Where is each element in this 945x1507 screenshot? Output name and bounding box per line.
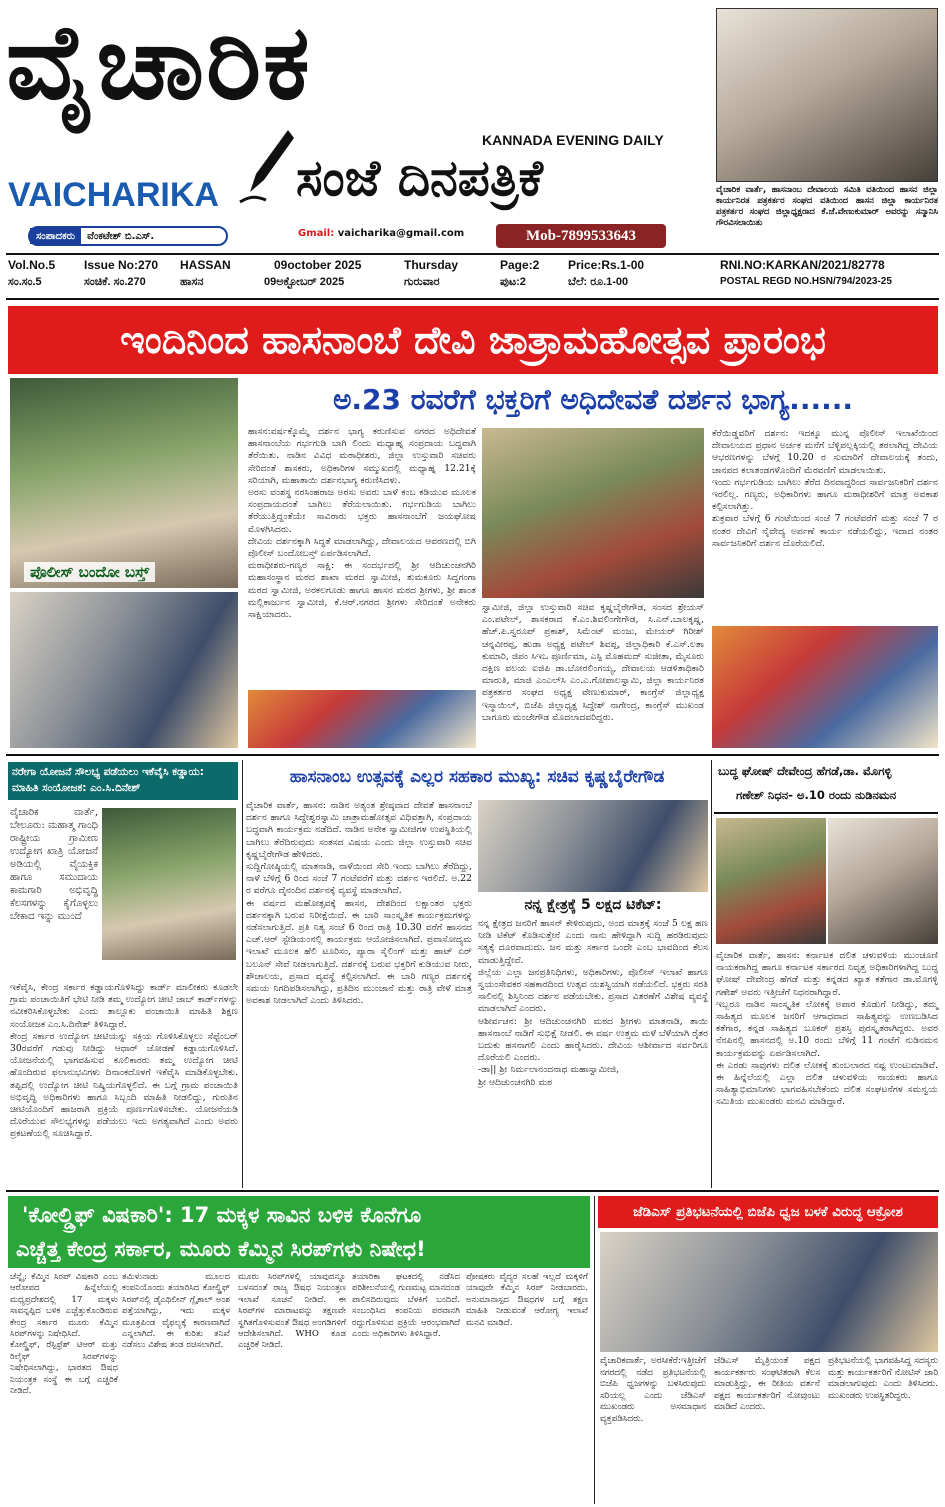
- editor-name: ವೆಂಕಟೇಶ್ ಬಿ.ಎಸ್.: [87, 230, 155, 242]
- lead-banner: [8, 306, 938, 374]
- budha-headline-line1: ಬುದ್ಧ ಘೋಷ್ ದೇವೇಂದ್ರ ಹೆಗಡೆ,ಡಾ. ಮೊಗಳ್ಳಿ: [718, 764, 892, 778]
- mid-divider-1: [242, 760, 243, 1188]
- rni-number: RNI.NO:KARKAN/2021/82778: [720, 258, 885, 272]
- masthead-title-kannada: ವೈಚಾರಿಕ: [6, 1, 312, 123]
- lead-photo-police: [10, 592, 238, 748]
- story2-subhead: ನನ್ನ ಕ್ಷೇತ್ರಕ್ಕೆ 5 ಲಕ್ಷದ ಟಿಕೆಟ್:: [524, 897, 662, 913]
- jds-col2: ಜೆಡಿಎಸ್ ಮೈತ್ರಿಯಂತೆ ಪಕ್ಷದ ಕಾರ್ಯಕರ್ತರು ಸಂಘಟಿತರಾಗಿ ಕೆಲಸ ಮಾಡುತ್ತಿದ್ದು, ಈ ರೀತಿಯ ವರ್ತನೆ ಪಕ್ಷದ ಕಾರ್ಯಕರ್ತರಿಗೆ ನೋವುಂಟು ಮಾಡಿದೆ ಎಂದರು.: [714, 1356, 823, 1413]
- nrega-headline: ನರೇಗಾ ಯೋಜನೆ ಸೌಲಭ್ಯ ಪಡೆಯಲು ಇಕೆವೈಸಿ ಕಡ್ಡಾಯ: ಮಾಹಿತಿ ಸಂಯೋಜಕ: ಎಂ.ಸಿ.ದಿನೇಶ್: [12, 766, 204, 794]
- story2-headline: ಹಾಸನಾಂಬ ಉತ್ಸವಕ್ಕೆ ಎಲ್ಲರ ಸಹಕಾರ ಮುಖ್ಯ: ಸಚಿವ ಕೃಷ್ಣಬೈರೇಗೌಡ: [289, 767, 665, 787]
- gmail-line: [298, 228, 464, 239]
- nrega-headline-box: [8, 762, 238, 800]
- dateline: [8, 258, 938, 296]
- cough-col1: ಚೆನ್ನೈ: ಕೆಮ್ಮಿನ ಸಿರಪ್ ವಿಷಕಾರಿ ಎಂಬ ಆರೋಪದ ಹಿನ್ನೆಲೆಯಲ್ಲಿ ಮಧ್ಯಪ್ರದೇಶದಲ್ಲಿ 17 ಮಕ್ಕಳು ಸಾವನ್ನಪ್ಪಿದ ಬಳಿಕ ಎಚ್ಚೆತ್ತುಕೊಂಡಿರುವ ಕೇಂದ್ರ ಸರ್ಕಾರ ಮೂರು ಕೆಮ್ಮಿನ ಸಿರಪ್‌ಗಳನ್ನು ನಿಷೇಧಿಸಿದೆ. ಕೋಲ್ಡ್ರಿಫ್, ರೆಸ್ಪಿಫ್ರೆಶ್ ಟಿಆರ್ ಮತ್ತು ರಿಲೈಫ್ ಸಿರಪ್‌ಗಳನ್ನು ನಿಷೇಧಿಸಲಾಗಿದ್ದು, ಭಾರತದ ಔಷಧ ನಿಯಂತ್ರಕ ಸಂಸ್ಥೆ ಈ ಬಗ್ಗೆ ಎಚ್ಚರಿಕೆ ನೀಡಿದೆ.: [10, 1272, 118, 1397]
- gmail-label: Gmail:: [298, 228, 335, 239]
- jds-col3: ಪ್ರತಿಭಟನೆಯಲ್ಲಿ ಭಾಗವಹಿಸಿದ್ದ ಸದಸ್ಯರು ಮತ್ತು ಕಾರ್ಯಕರ್ತರಿಗೆ ನೋಟಿಸ್ ಜಾರಿ ಮಾಡಲಾಗುವುದು ಎಂದು ತಿಳಿಸಿದರು. ಮುಖಂಡರು ಉಪಸ್ಥಿತರಿದ್ದರು.: [828, 1356, 941, 1401]
- city-kn: ಹಾಸನ: [180, 276, 204, 288]
- lead-col1: ಹಾಸನ:ವರ್ಷಕ್ಕೊಮ್ಮೆ ದರ್ಶನ ಭಾಗ್ಯ ಕರುಣಿಸುವ ನಗರದ ಅಧಿದೇವತೆ ಹಾಸನಾಂಬೆಯ ಗರ್ಭಗುಡಿ ಬಾಗಿ ಲಿಂದು ಮಧ್ಯಾಹ್ನ ಸಂಪ್ರದಾಯ ಬದ್ಧವಾಗಿ ತೆರೆಯಿತು. ನಾಡಿನ ವಿವಿಧ ಮಠಾಧೀಶರು, ಜಿಲ್ಲಾ ಉಸ್ತುವಾರಿ ಸಚಿವರು ಸೇರಿದಂತೆ ಶಾಸಕರು, ಅಧಿಕಾರಿಗಳ ಸಮ್ಮುಖದಲ್ಲಿ ಮಧ್ಯಾಹ್ನ 12.21ಕ್ಕೆ ಸರಿಯಾಗಿ, ಮಹಾತಾಯಿ ದರ್ಶನಭಾಗ್ಯ ಕರುಣಿಸಿದಳು. ಅರಸು ವಂಶಸ್ಥ ನರಸಿಂಹರಾಜ ಅರಸು ಅವರು ಬಾಳೆ ಕಂಬ ಕಡಿಯುವ ಮೂಲಕ ಸಂಪ್ರದಾಯದಂತೆ ಬಾಗಿಲು ತೆರೆಯಲಾಯಿತು. ಗರ್ಭಗುಡಿಯ ಬಾಗಿಲು ತೆರೆಯುತ್ತಿದ್ದಂತೆಯೇ ಸಾವಿರಾರು ಭಕ್ತರು ಹಾಸನಾಂಬೆಗೆ ಜಯಘೋಷ ಮೊಳಗಿಸಿದರು. ದೇವಿಯ ದರ್ಶನಕ್ಕಾಗಿ ಸಿದ್ಧತೆ ಮಾಡಲಾಗಿದ್ದು, ದೇವಾಲಯದ ಆವರಣದಲ್ಲಿ ಬಿಗಿ ಪೊಲೀಸ್ ಬಂದೋಬಸ್ತ್ ಏರ್ಪಡಿಸಲಾಗಿದೆ. ಮಠಾಧೀಶರು-ಗಣ್ಯರ ಸಾಕ್ಷಿ: ಈ ಸಂದರ್ಭದಲ್ಲಿ ಶ್ರೀ ಆದಿಚುಂಚನಗಿರಿ ಮಹಾಸಂಸ್ಥಾನ ಮಠದ ಶಾಖಾ ಮಠದ ಸ್ವಾಮೀಜಿ, ತುಮಕೂರು ಸಿದ್ದಗಂಗಾ ಮಠದ ಸ್ವಾಮೀಜಿ, ಅರಕಲಗೂಡು ಹಾಗೂ ಹಾಸನ ಮಠದ ಶ್ರೀಗಳು, ಶ್ರೀ ಶಾಂತ ಮಲ್ಲಿಕಾರ್ಜುನ ಸ್ವಾಮೀಜಿ, ಕೆ.ಆರ್.ನಗರದ ಶ್ರೀಗಳು ಸೇರಿದಂತೆ ಅನೇಕರು ಸಾಕ್ಷಿಯಾದರು.: [248, 426, 476, 621]
- masthead-tagline-english: KANNADA EVENING DAILY: [482, 132, 664, 148]
- masthead-title-english: VAICHARIKA: [8, 176, 219, 214]
- price-kn: ಬೆಲೆ: ರೂ.1-00: [568, 276, 629, 288]
- budha-body: ವೈಚಾರಿಕ ವಾರ್ತೆ, ಹಾಸನ: ಕರ್ನಾಟಕ ದಲಿತ ಚಳುವಳಿಯ ಮುಂಚೂಣಿ ನಾಯಕರಾಗಿದ್ದ ಹಾಗೂ ಕರ್ನಾಟಕ ಸರ್ಕಾರದ ನಿವೃತ್ತ ಅಧಿಕಾರಿಗಳಾಗಿದ್ದ ಬುದ್ಧ ಘೋಷ್ ದೇವೇಂದ್ರ ಹೆಗಡೆ ಮತ್ತು ಕನ್ನಡದ ಖ್ಯಾತ ಕತೆಗಾರ ಡಾ.ಮೊಗಳ್ಳಿ ಗಣೇಶ್ ಅವರು ಇತ್ತೀಚೆಗೆ ನಿಧನರಾಗಿದ್ದಾರೆ. ಇಬ್ಬರೂ ನಾಡಿನ ಸಾಂಸ್ಕೃತಿಕ ಲೋಕಕ್ಕೆ ಅಪಾರ ಕೊಡುಗೆ ನೀಡಿದ್ದು, ತಮ್ಮ ಸಾಹಿತ್ಯದ ಮೂಲಕ ಜನರಿಗೆ ಆಗಾಧವಾದ ಸಾಹಿತ್ಯವನ್ನು ಉಣಬಡಿಸಿದ ಕತೆಗಾರ, ಕನ್ನಡ ಸಾಹಿತ್ಯದ ಬೂಕರ್ ಪ್ರಶಸ್ತಿ ಪುರಸ್ಕೃತರಾಗಿದ್ದರು. ಅವರ ನೆನಪಿನಲ್ಲಿ ಹಾಸನದಲ್ಲಿ ಅ.10 ರಂದು ಬೆಳಿಗ್ಗೆ 11 ಗಂಟೆಗೆ ನುಡಿನಮನ ಕಾರ್ಯಕ್ರಮವನ್ನು ಏರ್ಪಡಿಸಲಾಗಿದೆ. ಈ ಎರಡು ಸಾವುಗಳು ದಲಿತ ಲೋಕಕ್ಕೆ ತುಂಬಲಾರದ ನಷ್ಟ ಉಂಟುಮಾಡಿವೆ. ಈ ಹಿನ್ನೆಲೆಯಲ್ಲಿ ಎಲ್ಲಾ ದಲಿತ ಚಳುವಳಿಯ ನಾಯಕರು ಹಾಗೂ ಸಾಹಿತ್ಯಾಭಿಮಾನಿಗಳು ಭಾಗವಹಿಸಬೇಕೆಂದು ದಲಿತ ಸಂಘಟನೆಗಳ ಸಮನ್ವಯ ಸಮಿತಿಯ ಮುಖಂಡರು ಮನವಿ ಮಾಡಿದ್ದಾರೆ.: [716, 950, 938, 1108]
- lead-col2: ಸ್ವಾಮೀಜಿ, ಜಿಲ್ಲಾ ಉಸ್ತುವಾರಿ ಸಚಿವ ಕೃಷ್ಣಬೈರೇಗೌಡ, ಸಂಸದ ಶ್ರೇಯಸ್ ಎಂ.ಪಟೇಲ್, ಶಾಸಕರಾದ ಕೆ.ಎಂ.ಶಿವಲಿಂಗೇಗೌಡ, ಸಿ.ಎನ್.ಬಾಲಕೃಷ್ಣ, ಹೆಚ್.ಪಿ.ಸ್ವರೂಪ್ ಪ್ರಕಾಶ್, ಸಿಮೆಂಟ್ ಮಂಜು, ಮೇಯರ್ ಗಿರೀಶ್ ಚನ್ನವೀರಪ್ಪ, ಹುಡಾ ಅಧ್ಯಕ್ಷ ಪಟೇಲ್ ಶಿವಪ್ಪ, ಜಿಲ್ಲಾಧಿಕಾರಿ ಕೆ.ಎಸ್.ಲತಾ ಕುಮಾರಿ, ಜಿಪಂ ಸಿಇಒ ಪೂರ್ಣಿಮಾ, ಎಸ್ಪಿ ಮೊಹಮದ್ ಸುಜೀತಾ, ಮೈಸೂರು ದಕ್ಷಿಣ ವಲಯ ಐಜಿಪಿ ಡಾ.ಬೋರಲಿಂಗಯ್ಯ, ದೇವಾಲಯ ಆಡಳಿತಾಧಿಕಾರಿ ಮಾರುತಿ, ಮಾಜಿ ಎಂಎಲ್‌ಸಿ ಎಂ.ಎ.ಗೋಪಾಲಸ್ವಾಮಿ, ಜಿಲ್ಲಾ ಕಾರ್ಯನಿರತ ಪತ್ರಕರ್ತರ ಸಂಘದ ಅಧ್ಯಕ್ಷ ವೇಣುಕುಮಾರ್, ಕಾಂಗ್ರೆಸ್ ಜಿಲ್ಲಾಧ್ಯಕ್ಷ ಇಸ್ಮಾಯಿಲ್, ಬಿಜೆಪಿ ಜಿಲ್ಲಾಧ್ಯಕ್ಷ ಸಿದ್ದೇಶ್ ನಾಗೇಂದ್ರ, ಕಾಂಗ್ರೆಸ್ ಮುಖಂಡ ಬಾಗೂರು ಮಂಜೇಗೌಡ ಮೊದಲಾದವರಿದ್ದರು.: [482, 602, 707, 723]
- gmail-address: vaicharika@gmail.com: [337, 228, 465, 239]
- day-kn: ಗುರುವಾರ: [404, 276, 440, 288]
- budha-photo-left: [716, 818, 826, 944]
- lead-photo-ceremony: [10, 378, 238, 588]
- date-en: 09october 2025: [274, 258, 362, 272]
- mobile-badge: [496, 224, 666, 248]
- lead-bottom-rule: [6, 754, 939, 756]
- day-en: Thursday: [404, 258, 459, 272]
- pen-nib-icon: [236, 126, 296, 206]
- page-en: Page:2: [500, 258, 540, 272]
- story2-photo-press: [478, 800, 708, 892]
- cough-col4: ತಯಾರಿಕಾ ಘಟಕದಲ್ಲಿ ನಡೆಸಿದ ಪರಿಶೀಲನೆಯಲ್ಲಿ ಗುಣಮಟ್ಟ ಮಾನದಂಡ ಪಾಲಿಸದಿರುವುದು ಬೆಳಕಿಗೆ ಬಂದಿದೆ. ಸಂಬಂಧಿಸಿದ ಕಂಪನಿಯ ಪರವಾನಗಿ ರದ್ದುಗೊಳಿಸುವ ಪ್ರಕ್ರಿಯೆ ಆರಂಭವಾಗಿದೆ ಎಂದು ಅಧಿಕಾರಿಗಳು ತಿಳಿಸಿದ್ದಾರೆ.: [352, 1272, 463, 1340]
- issue-en: Issue No:270: [84, 258, 159, 272]
- top-right-photo: [716, 8, 938, 182]
- lead-subhead: ಅ.23 ರವರೆಗೆ ಭಕ್ತರಿಗೆ ಅಧಿದೇವತೆ ದರ್ಶನ ಭಾಗ್ಯ......: [332, 383, 854, 416]
- jds-headline-box: [598, 1196, 938, 1228]
- jds-photo-press: [600, 1232, 938, 1352]
- lead-photo-group: [482, 428, 704, 598]
- dateline-top-rule: [6, 253, 939, 255]
- editor-label: ಸಂಪಾದಕರು: [30, 228, 81, 244]
- lead-photo-pooja: [248, 690, 476, 748]
- masthead-tagline-kannada: ಸಂಜೆ ದಿನಪತ್ರಿಕೆ: [296, 149, 543, 207]
- mobile-number: Mob-7899533643: [526, 227, 636, 244]
- cough-headline-line2: ಎಚ್ಚೆತ್ತ ಕೇಂದ್ರ ಸರ್ಕಾರ, ಮೂರು ಕೆಮ್ಮಿನ ಸಿರಪ್‌ಗಳು ನಿಷೇಧ!: [16, 1237, 426, 1261]
- lead-banner-text: ಇಂದಿನಿಂದ ಹಾಸನಾಂಬೆ ದೇವಿ ಜಾತ್ರಾಮಹೋತ್ಸವ ಪ್ರಾರಂಭ: [120, 317, 826, 362]
- cough-col2: ತಮಿಳುನಾಡು ಮೂಲದ ಕಂಪನಿಯೊಂದು ತಯಾರಿಸಿದ ಕೋಲ್ಡ್ರಿಫ್ ಸಿರಪ್‌ನಲ್ಲಿ ಡೈಎಥಿಲೀನ್ ಗ್ಲೈಕಾಲ್ ಅಂಶ ಪತ್ತೆಯಾಗಿದ್ದು, ಇದು ಮಕ್ಕಳ ಮೂತ್ರಪಿಂಡ ವೈಫಲ್ಯಕ್ಕೆ ಕಾರಣವಾಗಿದೆ ಎನ್ನಲಾಗಿದೆ. ಈ ಕುರಿತು ತನಿಖೆ ನಡೆಸಲು ವಿಶೇಷ ತಂಡ ರಚಿಸಲಾಗಿದೆ.: [122, 1272, 233, 1351]
- police-caption: ಪೊಲೀಸ್ ಬಂದೋ ಬಸ್ತ್: [24, 562, 155, 582]
- page-kn: ಪುಟ:2: [500, 276, 526, 288]
- budha-headline-box: [714, 762, 938, 814]
- city-en: HASSAN: [180, 258, 231, 272]
- editor-badge: [28, 226, 228, 246]
- top-photo-caption: ವೈಚಾರಿಕ ವಾರ್ತೆ, ಹಾಸನಾಂಬ ದೇವಾಲಯ ಸಮಿತಿ ವತಿಯಿಂದ ಹಾಸನ ಜಿಲ್ಲಾ ಕಾರ್ಯನಿರತ ಪತ್ರಕರ್ತರ ಸಂಘದ ವತಿಯಿಂದ ಹಾಸನ ಜಿಲ್ಲಾ ಕಾರ್ಯನಿರತ ಪತ್ರಕರ್ತರ ಸಂಘದ ಜಿಲ್ಲಾಧ್ಯಕ್ಷರಾದ ಕೆ.ಜೆ.ವೇಣುಕುಮಾರ್ ಅವರನ್ನು ಸನ್ಮಾನಿಸಿ ಗೌರವಿಸಲಾಯಿತು: [716, 184, 941, 227]
- cough-headline-box: [8, 1196, 590, 1268]
- mid-divider-2: [711, 760, 712, 1188]
- cough-col5: ಪೋಷಕರು ವೈದ್ಯರ ಸಲಹೆ ಇಲ್ಲದೆ ಮಕ್ಕಳಿಗೆ ಯಾವುದೇ ಕೆಮ್ಮಿನ ಸಿರಪ್ ನೀಡಬಾರದು. ಅನುಮಾನಾಸ್ಪದ ಔಷಧಗಳ ಬಗ್ಗೆ ತಕ್ಷಣ ಮಾಹಿತಿ ನೀಡುವಂತೆ ಆರೋಗ್ಯ ಇಲಾಖೆ ಮನವಿ ಮಾಡಿದೆ.: [466, 1272, 591, 1328]
- vol-en: Vol.No.5: [8, 258, 56, 272]
- vol-kn: ಸಂ.ಸಂ.5: [8, 276, 42, 288]
- price-en: Price:Rs.1-00: [568, 258, 645, 272]
- lead-col3: ಕೆರೆಯಿಡ್ಡವರಿಗೆ ದರ್ಶನ: ಇದಕ್ಕೂ ಮುನ್ನ ಪೊಲೀಸ್ ಇಲಾಖೆಯಿಂದ ದೇವಾಲಯದ ಪ್ರಧಾನ ಅರ್ಚಕ ಮನೆಗೆ ಬೆಳ್ಳಿಪಲ್ಲಕ್ಕಿಯಲ್ಲಿ ತರಲಾಗಿದ್ದ ದೇವಿಯ ಆಭರಣಗಳನ್ನು ಬೆಳಗ್ಗೆ 10.20 ರ ಸುಮಾರಿಗೆ ದೇವಾಲಯಕ್ಕೆ ತಂದು, ಜಾನಪದ ಕಲಾತಂಡಗಳೊಂದಿಗೆ ಮೆರವಣಿಗೆ ಮಾಡಲಾಯಿತು. ಇಂದು ಗರ್ಭಗುಡಿಯ ಬಾಗಿಲು ತೆರೆದ ದಿನವಾದ್ದರಿಂದ ಸಾರ್ವಜನಿಕರಿಗೆ ದರ್ಶನ ಇರಲಿಲ್ಲ. ಗಣ್ಯರು, ಅಧಿಕಾರಿಗಳು ಹಾಗೂ ಮಠಾಧೀಶರಿಗೆ ಮಾತ್ರ ಅವಕಾಶ ಕಲ್ಪಿಸಲಾಗಿತ್ತು. ಶುಕ್ರವಾರ ಬೆಳಗ್ಗೆ 6 ಗಂಟೆಯಿಂದ ಸಂಜೆ 7 ಗಂಟೆವರೆಗೆ ಮತ್ತು ಸಂಜೆ 7 ರ ನಂತರ ದೇವಿಗೆ ನೈವೇದ್ಯ ಅರ್ಪಣೆ ಕಾರ್ಯ ನಡೆಯಲಿದ್ದು, ಇದಾದ ನಂತರ ಸಾರ್ವಜನಿಕರಿಗೆ ದರ್ಶನ ದೊರೆಯಲಿದೆ.: [712, 428, 938, 549]
- story2-col2: ನನ್ನ ಕ್ಷೇತ್ರದ ಜನರಿಗೆ ಹಾಸನ್ ಕೇಳಿರುವುದು, ಅಂದ ಮಾತ್ರಕ್ಕೆ ಸಂಜೆ 5 ಲಕ್ಷ ಹಣ ನೀಡಿ ಟಿಕೆಟ್ ಕೊಡಿಸುತ್ತೇನೆ ಎಂದು ನಾನು ಹೇಳಿದ್ದಾಗಿ ಸುದ್ದಿ ಹರಡಿರುವುದು ಸತ್ಯಕ್ಕೆ ದೂರವಾದುದು. ಜನ ಮತ್ತು ಸರ್ಕಾರ ಒಂದೇ ಎಂಬ ಭಾವದಿಂದ ಕೆಲಸ ಮಾಡುತ್ತಿದ್ದೇವೆ. ಜಿಲ್ಲೆಯ ಎಲ್ಲಾ ಜನಪ್ರತಿನಿಧಿಗಳು, ಅಧಿಕಾರಿಗಳು, ಪೊಲೀಸ್ ಇಲಾಖೆ ಹಾಗೂ ಸ್ವಯಂಸೇವಕರ ಸಹಕಾರದಿಂದ ಉತ್ಸವ ಯಶಸ್ವಿಯಾಗಿ ನಡೆಯಲಿದೆ. ಭಕ್ತರು ಸರತಿ ಸಾಲಿನಲ್ಲಿ ಶಿಸ್ತಿನಿಂದ ದರ್ಶನ ಪಡೆಯಬೇಕು. ಪ್ರಸಾದ ವಿತರಣೆಗೆ ವಿಶೇಷ ವ್ಯವಸ್ಥೆ ಮಾಡಲಾಗಿದೆ ಎಂದರು. ಆಶೀರ್ವಚನ: ಶ್ರೀ ಆದಿಚುಂಚನಗಿರಿ ಮಠದ ಶ್ರೀಗಳು ಮಾತನಾಡಿ, ತಾಯಿ ಹಾಸನಾಂಬೆ ನಾಡಿಗೆ ಸುಭಿಕ್ಷೆ ನೀಡಲಿ. ಈ ವರ್ಷ ಉತ್ತಮ ಮಳೆ ಬೆಳೆಯಾಗಿ ರೈತರ ಬದುಕು ಹಸನಾಗಲಿ ಎಂದು ಹಾರೈಸಿದರು. ದೇವಿಯ ಆಶೀರ್ವಾದ ಸರ್ವರಿಗೂ ದೊರೆಯಲಿ ಎಂದರು. -ಡಾ|| ಶ್ರೀ ನಿರ್ಮಲಾನಂದನಾಥ ಮಹಾಸ್ವಾಮೀಜಿ, ಶ್ರೀ ಆದಿಚುಂಚನಗಿರಿ ಮಠ: [478, 918, 708, 1088]
- budha-headline-line2: ಗಣೇಶ್ ನಿಧನ- ಅ.10 ರಂದು ನುಡಿನಮನ: [736, 788, 897, 802]
- jds-headline: ಜೆಡಿಎಸ್ ಪ್ರತಿಭಟನೆಯಲ್ಲಿ ಬಿಜೆಪಿ ಧ್ವಜ ಬಳಕೆ ವಿರುದ್ಧ ಆಕ್ರೋಶ: [633, 1204, 903, 1220]
- cough-headline-line1: 'ಕೋಲ್ಡ್ರಿಫ್ ವಿಷಕಾರಿ': 17 ಮಕ್ಕಳ ಸಾವಿನ ಬಳಿಕ ಕೊನೆಗೂ: [22, 1203, 422, 1227]
- lead-photo-devotees: [712, 626, 938, 748]
- jds-col1: ವೈಚಾರಿಕವಾರ್ತೆ, ಅರಸೀಕೆರೆ:ಇತ್ತೀಚೆಗೆ ನಗರದಲ್ಲಿ ನಡೆದ ಪ್ರತಿಭಟನೆಯಲ್ಲಿ ಬಿಜೆಪಿ ಧ್ವಜಗಳನ್ನು ಬಳಸಿರುವುದು ಸರಿಯಲ್ಲ ಎಂದು ಜೆಡಿಎಸ್ ಮುಖಂಡರು ಅಸಮಾಧಾನ ವ್ಯಕ್ತಪಡಿಸಿದರು.: [600, 1356, 709, 1424]
- date-kn: 09ಅಕ್ಟೋಬರ್ 2025: [264, 276, 345, 288]
- mid-bottom-rule: [6, 1190, 939, 1192]
- postal-reg: POSTAL REGD NO.HSN/794/2023-25: [720, 276, 892, 287]
- nrega-body: ಇಕೆವೈಸಿ, ಕೇಂದ್ರ ಸರ್ಕಾರ ಕಡ್ಡಾಯಗೊಳಿಸಿದ್ದು ಕಾರ್ಡ್ ಮಾಲೀಕರು ಕೂಡಲೇ ಗ್ರಾಮ ಪಂಚಾಯಿತಿಗೆ ಭೇಟಿ ನೀಡಿ ತಮ್ಮ ಉದ್ಯೋಗ ಚೀಟಿ ಜಾಬ್ ಕಾರ್ಡ್‌ಗಳನ್ನು ನವೀಕರಿಸಿಕೊಳ್ಳಬೇಕು ಎಂದು ತಾಲ್ಲೂಕು ಪಂಚಾಯಿತಿ ಮಾಹಿತಿ ಶಿಕ್ಷಣ ಸಂಯೋಜಕ ಎಂ.ಸಿ.ದಿನೇಶ್ ತಿಳಿಸಿದ್ದಾರೆ. ಕೇಂದ್ರ ಸರ್ಕಾರ ಉದ್ಯೋಗ ಚೀಟಿಯನ್ನು ಸಕ್ರಿಯ ಗೊಳಿಸಿಕೊಳ್ಳಲು ಸೆಪ್ಟೆಂಬರ್ 30ರವರೆಗೆ ಗಡುವು ನೀಡಿದ್ದು ಆಧಾರ್ ಜೋಡಣೆ ಕಡ್ಡಾಯಗೊಳಿಸಿದೆ. ಯೋಜನೆಯಲ್ಲಿ ಭಾಗವಹಿಸುವ ಕೂಲಿಕಾರರು ತಮ್ಮ ಉದ್ಯೋಗ ಚೀಟಿ ಹೊಂದಿರುವ ಫಲಾನುಭವಿಗಳು ದಿನಾಂಕದೊಳಗೆ ಇಕೆವೈಸಿ ಮಾಡಿಕೊಳ್ಳಬೇಕು. ತಪ್ಪಿದಲ್ಲಿ ಉದ್ಯೋಗ ಚೀಟಿ ನಿಷ್ಕ್ರಿಯಗೊಳ್ಳಲಿದೆ. ಈ ಬಗ್ಗೆ ಗ್ರಾಮ ಪಂಚಾಯಿತಿ ಅಭಿವೃದ್ಧಿ ಅಧಿಕಾರಿಗಳು ಹಾಗೂ ಸಿಬ್ಬಂದಿ ಮಾಹಿತಿ ನೀಡಲಿದ್ದು, ಗುರುತಿನ ಚೀಟಿಯೊಂದಿಗೆ ಹಾಜರಾಗಿ ಪ್ರಕ್ರಿಯೆ ಪೂರ್ಣಗೊಳಿಸಬೇಕು. ಯೋಜನೆಯಡಿ ದೊರೆಯುವ ಸೌಲಭ್ಯಗಳನ್ನು ಪಡೆಯಲು ಇದು ಅಗತ್ಯವಾಗಿದೆ ಎಂದು ಅವರು ಪ್ರಕಟಣೆಯಲ್ಲಿ ಸೂಚಿಸಿದ್ದಾರೆ.: [10, 982, 238, 1140]
- story2-col1: ವೈಚಾರಿಕ ವಾರ್ತೆ, ಹಾಸನ: ನಾಡಿನ ಅತ್ಯಂತ ಶ್ರೇಷ್ಠವಾದ ದೇವತೆ ಹಾಸನಾಂಬೆ ದರ್ಶನ ಹಾಗೂ ಸಿದ್ದೇಶ್ವರಸ್ವಾಮಿ ಜಾತ್ರಾಮಹೋತ್ಸವ ವಿಧಿವತ್ತಾಗಿ, ಸಂಪ್ರದಾಯ ಬದ್ಧವಾಗಿ ಕಾರ್ಯಕ್ರಮ ನಡೆದಿದೆ. ನಾಡಿನ ಅನೇಕ ಸ್ವಾಮೀಜಿಗಳ ಉಪಸ್ಥಿತಿಯಲ್ಲಿ ಬಾಗಿಲು ತೆರೆದಿರುವುದು ಸಂತಸದ ವಿಷಯ ಎಂದು ಜಿಲ್ಲಾ ಉಸ್ತುವಾರಿ ಸಚಿವ ಕೃಷ್ಣಬೈರೇಗೌಡ ಹೇಳಿದರು. ಸುದ್ದಿಗೋಷ್ಠಿಯಲ್ಲಿ ಮಾತನಾಡಿ, ನಾಳೆಯಿಂದ ಸೇರಿ ಇಂದು ಬಾಗಿಲು ತೆರೆದಿದ್ದು, ನಾಳೆ ಬೆಳಿಗ್ಗೆ 6 ರಿಂದ ಸಂಜೆ 7 ಗಂಟೆವರೆಗೆ ಮತ್ತು ದರ್ಶನ ಇರಲಿದೆ. ಅ.22 ರ ವರೆಗೂ ದೈನಂದಿನ ದರ್ಶನಕ್ಕೆ ವ್ಯವಸ್ಥೆ ಮಾಡಲಾಗಿದೆ. ಈ ವರ್ಷದ ಮಹೋತ್ಸವಕ್ಕೆ ಹಾಸನ, ದೇಶದಿಂದ ಲಕ್ಷಾಂತರ ಭಕ್ತರು ದರ್ಶನಕ್ಕಾಗಿ ಬರುವ ನಿರೀಕ್ಷೆಯಿದೆ. ಈ ಬಾರಿ ಸಾಂಸ್ಕೃತಿಕ ಕಾರ್ಯಕ್ರಮಗಳನ್ನು ನಡೆಸಲಾಗುತ್ತಿದೆ. ಪ್ರತಿ ನಿತ್ಯ ಸಂಜೆ 6 ರಿಂದ ರಾತ್ರಿ 10.30 ವರೆಗೆ ಹಾಸನದ ಎಚ್.ಆರ್ ಸ್ಟೇಡಿಯಂನಲ್ಲಿ ಕಾರ್ಯಕ್ರಮ ಆಯೋಜಿಸಲಾಗಿದೆ. ಪ್ರವಾಸೋದ್ಯಮ ಇಲಾಖೆ ಮೂಲಕ ಹೆಲಿ ಟೂರಿಸಂ, ಪ್ಯಾರಾ ಸೈಲಿಂಗ್ ಮತ್ತು ಹಾಟ್ ಏರ್ ಬಲೂನ್ ಸೇವೆ ನೀಡಲಾಗುತ್ತಿದೆ. ದರ್ಶನಕ್ಕೆ ಬರುವ ಭಕ್ತರಿಗೆ ಕುಡಿಯುವ ನೀರು, ಶೌಚಾಲಯ, ಪ್ರಸಾದ ವ್ಯವಸ್ಥೆ ಕಲ್ಪಿಸಲಾಗಿದೆ. ಈ ಬಾರಿ ಗಣ್ಯರ ದರ್ಶನಕ್ಕೆ ಸಮಯ ನಿಗದಿಪಡಿಸಲಾಗಿದ್ದು, ಪ್ರತಿದಿನ ಮುಂಜಾನೆ ಮತ್ತು ರಾತ್ರಿ ವೇಳೆ ಮಾತ್ರ ಅವಕಾಶ ನೀಡಲಾಗಿದೆ ಎಂದು ತಿಳಿಸಿದರು.: [246, 800, 472, 1007]
- issue-kn: ಸಂಚಿಕೆ. ಸಂ.270: [84, 276, 146, 288]
- masthead: [0, 0, 710, 252]
- dateline-bottom-rule: [6, 298, 939, 300]
- nrega-side-text: ವೈಚಾರಿಕ ವಾರ್ತೆ, ಬೇಲೂರು: ಮಹಾತ್ಮ ಗಾಂಧಿ ರಾಷ್ಟ್ರೀಯ ಗ್ರಾಮೀಣ ಉದ್ಯೋಗ ಖಾತ್ರಿ ಯೋಜನೆ ಅಡಿಯಲ್ಲಿ ವೈಯಕ್ತಿಕ ಹಾಗೂ ಸಮುದಾಯ ಕಾಮಗಾರಿ ಅಭಿವೃದ್ಧಿ ಕೆಲಸಗಳನ್ನು ಕೈಗೊಳ್ಳಲು ಬೇಕಾದ ಇನ್ನು ಮುಂದೆ: [10, 807, 102, 922]
- bottom-divider: [594, 1196, 595, 1504]
- budha-photo-right: [828, 818, 938, 944]
- cough-col3: ಮೂರು ಸಿರಪ್‌ಗಳಲ್ಲಿ ಯಾವುದನ್ನೂ ಬಳಸದಂತೆ ರಾಜ್ಯ ಔಷಧ ನಿಯಂತ್ರಣ ಇಲಾಖೆ ಸೂಚನೆ ನೀಡಿದೆ. ಈ ಸಿರಪ್‌ಗಳ ಮಾರಾಟವನ್ನು ತಕ್ಷಣವೇ ಸ್ಥಗಿತಗೊಳಿಸುವಂತೆ ಔಷಧ ಅಂಗಡಿಗಳಿಗೆ ಆದೇಶಿಸಲಾಗಿದೆ. WHO ಕೂಡ ಎಚ್ಚರಿಕೆ ನೀಡಿದೆ.: [238, 1272, 349, 1351]
- nrega-portrait-photo: [102, 808, 236, 960]
